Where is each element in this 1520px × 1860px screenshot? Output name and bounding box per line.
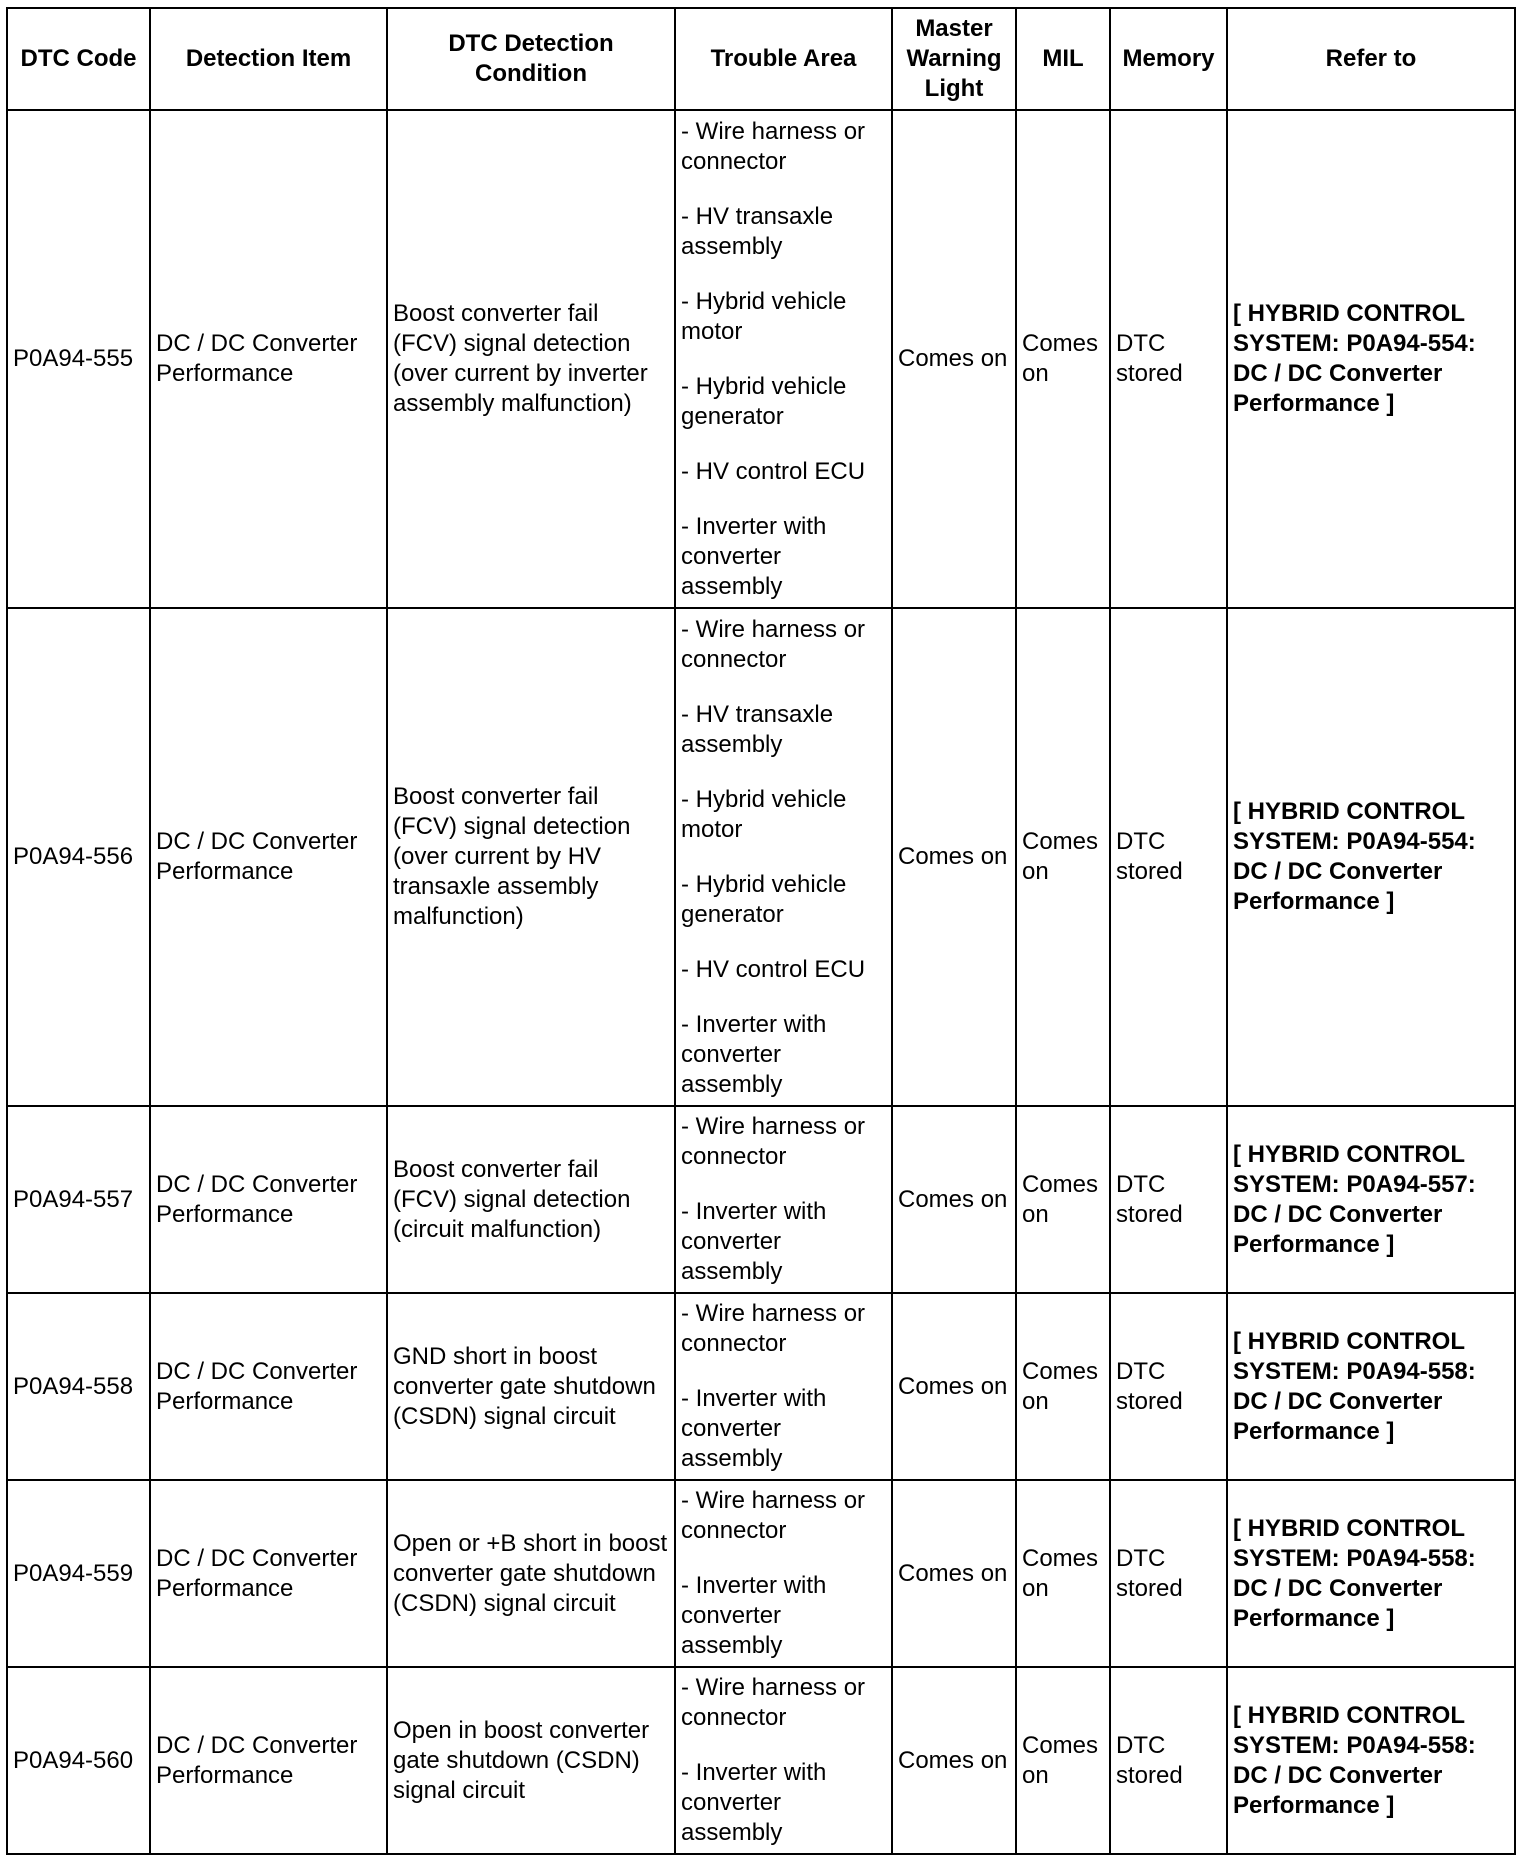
trouble-area-item: - Wire harness or connector bbox=[681, 1487, 866, 1544]
trouble-area-item: - Inverter with converter assembly bbox=[681, 1572, 827, 1659]
detection-condition-cell: GND short in boost converter gate shutdown (CSDN) signal circuit bbox=[387, 1293, 675, 1480]
table-row bbox=[7, 1480, 1515, 1667]
refer-to-cell: [ HYBRID CONTROL SYSTEM: P0A94-557: DC / DC Converter Performance ] bbox=[1227, 1106, 1515, 1293]
dtc-code-cell: P0A94-560 bbox=[7, 1667, 150, 1854]
detection-item-cell: DC / DC Converter Performance bbox=[150, 1106, 387, 1293]
trouble-area-item: - Wire harness or connector bbox=[681, 1113, 866, 1170]
memory-cell: DTC stored bbox=[1110, 1106, 1227, 1293]
mil-cell: Comes on bbox=[1016, 608, 1110, 1106]
header-mil: MIL bbox=[1016, 8, 1110, 110]
dtc-code-cell: P0A94-559 bbox=[7, 1480, 150, 1667]
mil-cell: Comes on bbox=[1016, 1667, 1110, 1854]
dtc-code-cell: P0A94-557 bbox=[7, 1106, 150, 1293]
header-refer-to: Refer to bbox=[1227, 8, 1515, 110]
header-memory: Memory bbox=[1110, 8, 1227, 110]
header-trouble-area: Trouble Area bbox=[675, 8, 892, 110]
trouble-area-item: - Wire harness or connector bbox=[681, 1300, 866, 1357]
master-warning-cell: Comes on bbox=[892, 1293, 1016, 1480]
detection-condition-cell: Boost converter fail (FCV) signal detection (circuit malfunction) bbox=[387, 1106, 675, 1293]
trouble-area-item: - Hybrid vehicle motor bbox=[681, 287, 847, 345]
detection-condition-cell: Open in boost converter gate shutdown (CSDN) signal circuit bbox=[387, 1667, 675, 1854]
trouble-area-item: - HV control ECU bbox=[681, 457, 866, 485]
detection-condition-cell: Boost converter fail (FCV) signal detection (over current by inverter assembly malfunction) bbox=[387, 110, 675, 608]
detection-item-cell: DC / DC Converter Performance bbox=[150, 608, 387, 1106]
master-warning-cell: Comes on bbox=[892, 608, 1016, 1106]
mil-cell: Comes on bbox=[1016, 1293, 1110, 1480]
header-detection-item: Detection Item bbox=[150, 8, 387, 110]
trouble-area-item: - HV transaxle assembly bbox=[681, 700, 834, 758]
header-row bbox=[7, 8, 1515, 110]
table-row bbox=[7, 1293, 1515, 1480]
table-row bbox=[7, 110, 1515, 608]
master-warning-cell: Comes on bbox=[892, 1480, 1016, 1667]
trouble-area-item: - HV control ECU bbox=[681, 955, 866, 983]
mil-cell: Comes on bbox=[1016, 1106, 1110, 1293]
trouble-area-item: - Wire harness or connector bbox=[681, 615, 866, 673]
trouble-area-cell bbox=[675, 1106, 892, 1293]
memory-cell: DTC stored bbox=[1110, 1667, 1227, 1854]
memory-cell: DTC stored bbox=[1110, 608, 1227, 1106]
trouble-area-cell bbox=[675, 1480, 892, 1667]
dtc-code-cell: P0A94-555 bbox=[7, 110, 150, 608]
master-warning-cell: Comes on bbox=[892, 110, 1016, 608]
trouble-area-item: - Hybrid vehicle generator bbox=[681, 372, 847, 430]
mil-cell: Comes on bbox=[1016, 110, 1110, 608]
header-master-warning-light: Master Warning Light bbox=[892, 8, 1016, 110]
trouble-area-item: - HV transaxle assembly bbox=[681, 202, 834, 260]
trouble-area-item: - Inverter with converter assembly bbox=[681, 1010, 827, 1098]
header-detection-condition: DTC Detection Condition bbox=[387, 8, 675, 110]
table-row bbox=[7, 1667, 1515, 1854]
table-row bbox=[7, 1106, 1515, 1293]
detection-condition-cell: Open or +B short in boost converter gate shutdown (CSDN) signal circuit bbox=[387, 1480, 675, 1667]
memory-cell: DTC stored bbox=[1110, 110, 1227, 608]
refer-to-cell: [ HYBRID CONTROL SYSTEM: P0A94-558: DC / DC Converter Performance ] bbox=[1227, 1667, 1515, 1854]
detection-item-cell: DC / DC Converter Performance bbox=[150, 1667, 387, 1854]
master-warning-cell: Comes on bbox=[892, 1667, 1016, 1854]
detection-item-cell: DC / DC Converter Performance bbox=[150, 110, 387, 608]
trouble-area-item: - Wire harness or connector bbox=[681, 117, 866, 175]
dtc-code-cell: P0A94-556 bbox=[7, 608, 150, 1106]
trouble-area-item: - Inverter with converter assembly bbox=[681, 1198, 827, 1285]
trouble-area-cell bbox=[675, 110, 892, 608]
refer-to-cell: [ HYBRID CONTROL SYSTEM: P0A94-558: DC / DC Converter Performance ] bbox=[1227, 1480, 1515, 1667]
trouble-area-item: - Wire harness or connector bbox=[681, 1674, 866, 1731]
dtc-code-cell: P0A94-558 bbox=[7, 1293, 150, 1480]
trouble-area-item: - Inverter with converter assembly bbox=[681, 1385, 827, 1472]
refer-to-cell: [ HYBRID CONTROL SYSTEM: P0A94-554: DC / DC Converter Performance ] bbox=[1227, 608, 1515, 1106]
detection-item-cell: DC / DC Converter Performance bbox=[150, 1293, 387, 1480]
mil-cell: Comes on bbox=[1016, 1480, 1110, 1667]
memory-cell: DTC stored bbox=[1110, 1480, 1227, 1667]
memory-cell: DTC stored bbox=[1110, 1293, 1227, 1480]
refer-to-cell: [ HYBRID CONTROL SYSTEM: P0A94-558: DC / DC Converter Performance ] bbox=[1227, 1293, 1515, 1480]
trouble-area-item: - Inverter with converter assembly bbox=[681, 1759, 827, 1846]
trouble-area-cell bbox=[675, 1667, 892, 1854]
detection-condition-cell: Boost converter fail (FCV) signal detection (over current by HV transaxle assembly malfunction) bbox=[387, 608, 675, 1106]
trouble-area-cell bbox=[675, 608, 892, 1106]
master-warning-cell: Comes on bbox=[892, 1106, 1016, 1293]
header-dtc-code: DTC Code bbox=[7, 8, 150, 110]
trouble-area-item: - Inverter with converter assembly bbox=[681, 512, 827, 600]
trouble-area-item: - Hybrid vehicle motor bbox=[681, 785, 847, 843]
dtc-table bbox=[6, 7, 1516, 1855]
table-row bbox=[7, 608, 1515, 1106]
detection-item-cell: DC / DC Converter Performance bbox=[150, 1480, 387, 1667]
trouble-area-cell bbox=[675, 1293, 892, 1480]
trouble-area-item: - Hybrid vehicle generator bbox=[681, 870, 847, 928]
refer-to-cell: [ HYBRID CONTROL SYSTEM: P0A94-554: DC / DC Converter Performance ] bbox=[1227, 110, 1515, 608]
